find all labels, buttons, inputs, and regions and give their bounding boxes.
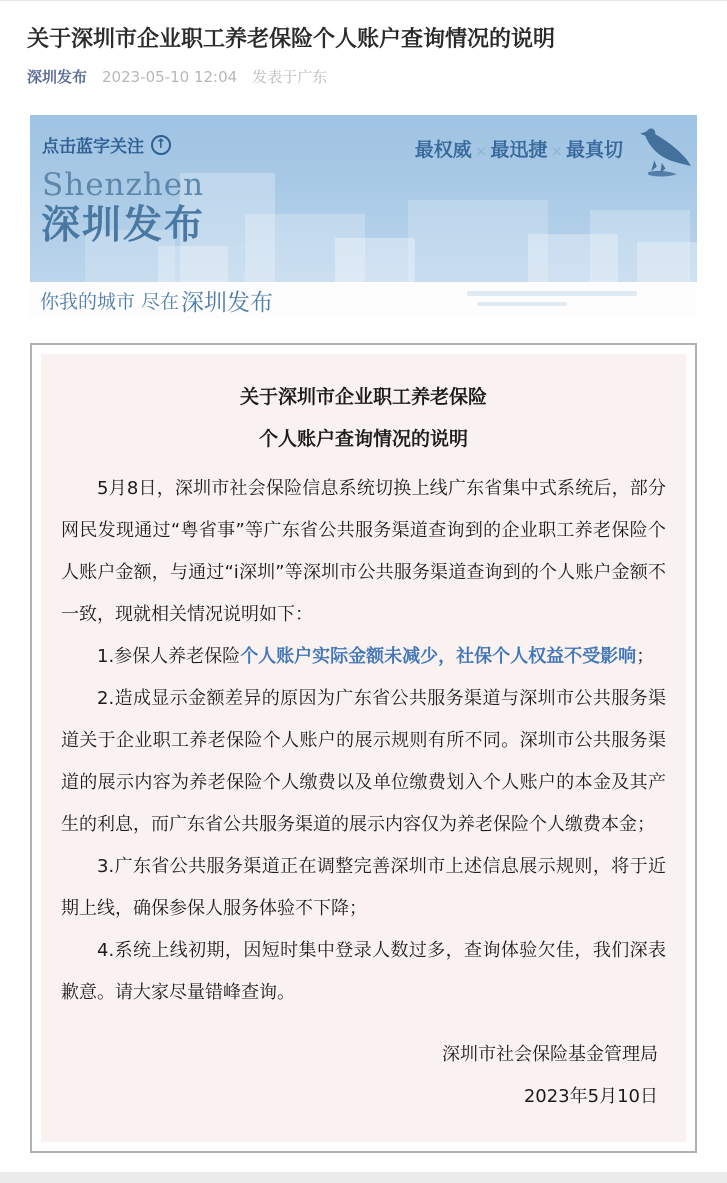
slogan-part: 最权威: [414, 139, 472, 161]
strip-decoration: [467, 291, 637, 296]
strip-decoration: [477, 302, 567, 306]
page-bottom-divider: [0, 1172, 727, 1183]
follow-hint[interactable]: [42, 132, 171, 157]
slogan-separator: ×: [474, 142, 488, 160]
banner-blue-area: [30, 115, 697, 282]
publish-location: 发表于广东: [252, 68, 328, 86]
eagle-icon: [632, 124, 694, 182]
follow-hint-label: 点击蓝字关注: [42, 137, 144, 157]
notice-heading-line2: 个人账户查询情况的说明: [258, 428, 468, 450]
publish-time: 2023-05-10 12:04: [102, 68, 238, 86]
account-link[interactable]: 深圳发布: [27, 68, 88, 86]
item1-prefix: 1.参保人养老保险: [97, 646, 241, 667]
banner-tagline: [30, 282, 697, 318]
tagline-brand: 深圳发布: [181, 289, 274, 316]
banner-brand-chinese: 深圳发布: [41, 203, 206, 248]
circled-up-arrow-icon: ↑: [151, 135, 171, 155]
notice-paragraph-item2: 2.造成显示金额差异的原因为广东省公共服务渠道与深圳市公共服务渠道关于企业职工养老保险个人账户的展示规则有所不同。深圳市公共服务渠道的展示内容为养老保险个人缴费以及单位缴费划入个人账户的本金及其产生的利息，而广东省公共服务渠道的展示内容仅为养老保险个人缴费本金；: [61, 688, 666, 835]
banner-brand-english: Shenzhen: [42, 167, 205, 203]
item1-suffix: ；: [636, 646, 655, 667]
item1-highlight: 个人账户实际金额未减少，社保个人权益不受影响: [240, 646, 637, 667]
slogan-part: 最迅捷: [490, 139, 548, 161]
notice-signature: 深圳市社会保险基金管理局: [442, 1044, 658, 1065]
byline: [27, 67, 700, 87]
article-title: 关于深圳市企业职工养老保险个人账户查询情况的说明: [27, 27, 556, 52]
notice-paragraph-item4: 4.系统上线初期，因短时集中登录人数过多，查询体验欠佳，我们深表歉意。请大家尽量错峰查询。: [61, 940, 666, 1003]
slogan-separator: ×: [550, 142, 563, 160]
notice-date: 2023年5月10日: [523, 1086, 658, 1107]
tagline-prefix: 你我的城市 尽在: [40, 290, 180, 313]
slogan-part: 最真切: [565, 139, 623, 161]
banner-slogan: [415, 135, 623, 162]
notice-paragraph-item3: 3.广东省公共服务渠道正在调整完善深圳市上述信息展示规则，将于近期上线，确保参保人服务体验不下降；: [61, 856, 666, 919]
notice-box: [30, 343, 697, 1153]
banner-image: [30, 115, 697, 318]
notice-heading-line1: 关于深圳市企业职工养老保险: [239, 386, 487, 408]
notice-paragraph-intro: 5月8日，深圳市社会保险信息系统切换上线广东省集中式系统后，部分网民发现通过“粤省事”等广东省公共服务渠道查询到的企业职工养老保险个人账户金额，与通过“i深圳”等深圳市公共服务渠道查询到的个人账户金额不一致，现就相关情况说明如下：: [61, 478, 666, 625]
notice-heading: [61, 376, 666, 460]
notice-panel: [41, 354, 686, 1142]
notice-paragraph-item1: [61, 636, 666, 678]
